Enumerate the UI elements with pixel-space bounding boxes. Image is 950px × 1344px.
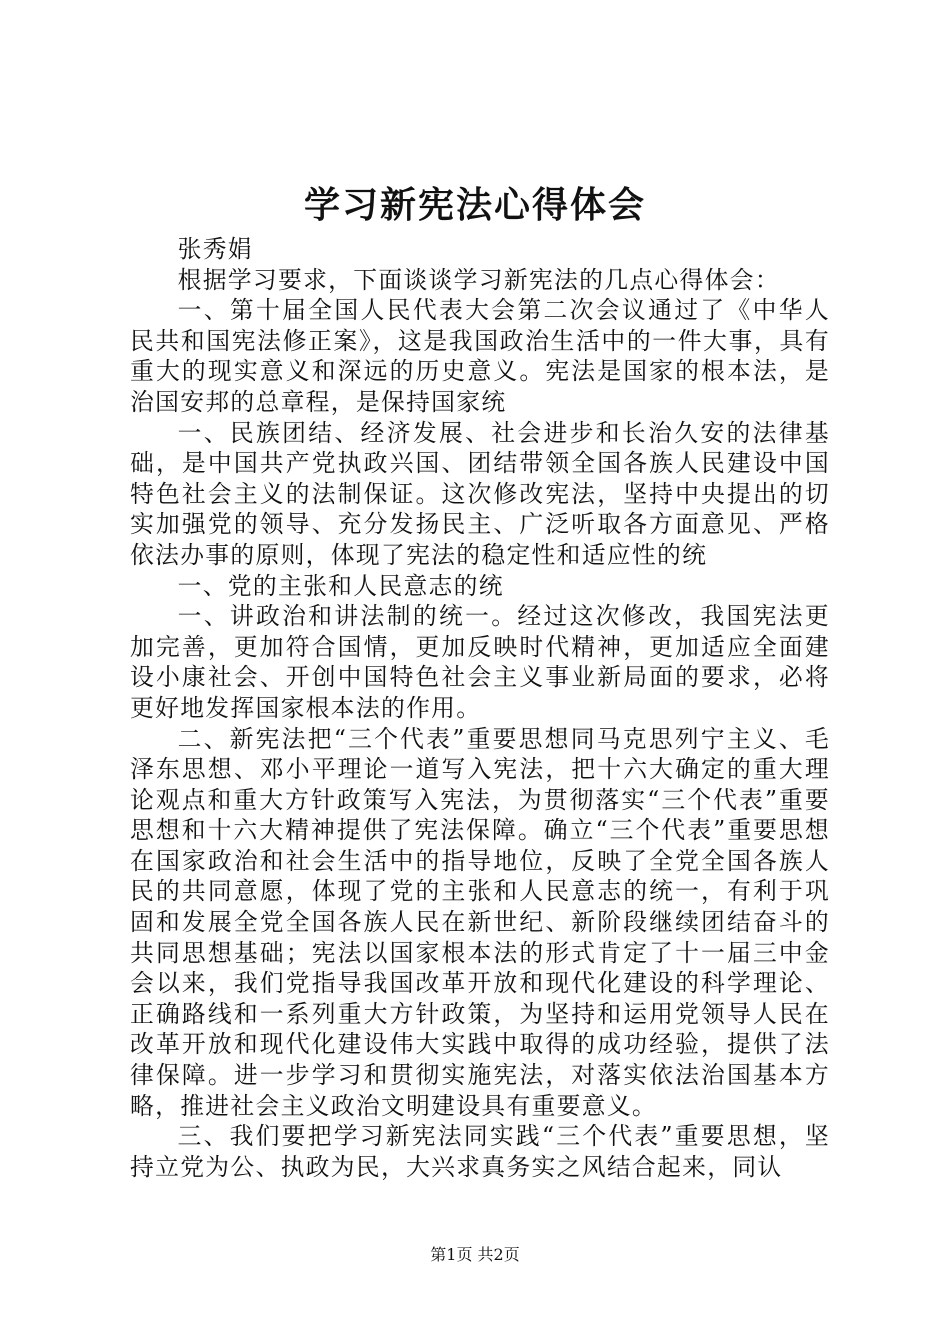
author-line: 张秀娟 — [177, 235, 253, 263]
document-title: 学习新宪法心得体会 — [303, 184, 646, 226]
paragraph-5: 二、新宪法把“三个代表”重要思想同马克思列宁主义、毛泽东思想、邓小平理论一道写入宪法，把十六大确定的重大理论观点和重大方针政策写入宪法，为贯彻落实“三个代表”重要思想和十六大精神提供了宪法保障。确立“三个代表”重要思想在国家政治和社会生活中的指导地位，反映了全党全国各族人民的共同意愿，体现了党的主张和人民意志的统一，有利于巩固和发展全党全国各族人民在新世纪、新阶段继续团结奋斗的共同思想基础；宪法以国家根本法的形式肯定了十一届三中金会以来，我们党指导我国改革开放和现代化建设的科学理论、正确路线和一系列重大方针政策，为坚持和运用党领导人民在改革开放和现代化建设伟大实践中取得的成功经验，提供了法律保障。进一步学习和贯彻实施宪法，对落实依法治国基本方略，推进社会主义政治文明建设具有重要意义。 — [130, 724, 830, 1120]
paragraph-6: 三、我们要把学习新宪法同实践“三个代表”重要思想，坚持立党为公、执政为民，大兴求真务实之风结合起来，同认 — [130, 1122, 830, 1181]
page-footer: 第1页 共2页 — [430, 1245, 520, 1264]
document-body — [130, 234, 830, 1182]
paragraph-intro: 根据学习要求，下面谈谈学习新宪法的几点心得体会： — [177, 265, 780, 294]
paragraph-2: 一、民族团结、经济发展、社会进步和长治久安的法律基础，是中国共产党执政兴国、团结带领全国各族人民建设中国特色社会主义的法制保证。这次修改宪法，坚持中央提出的切实加强党的领导、充分发扬民主、广泛听取各方面意见、严格依法办事的原则，体现了宪法的稳定性和适应性的统 — [130, 418, 830, 569]
paragraph-4: 一、讲政治和讲法制的统一。经过这次修改，我国宪法更加完善，更加符合国情，更加反映时代精神，更加适应全面建设小康社会、开创中国特色社会主义事业新局面的要求，必将更好地发挥国家根本法的作用。 — [130, 602, 830, 722]
paragraph-3: 一、党的主张和人民意志的统 — [177, 571, 504, 600]
paragraph-1: 一、第十届全国人民代表大会第二次会议通过了《中华人民共和国宪法修正案》，这是我国政治生活中的一件大事，具有重大的现实意义和深远的历史意义。宪法是国家的根本法，是治国安邦的总章程，是保持国家统 — [130, 296, 830, 416]
